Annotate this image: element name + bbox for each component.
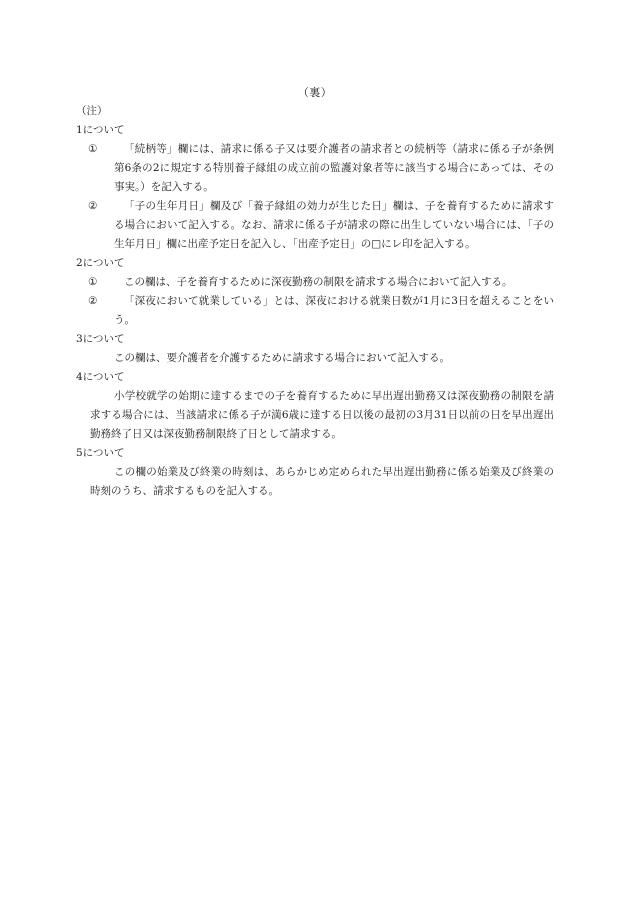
section-heading: 1について bbox=[76, 124, 125, 136]
section-paragraph: この欄は、要介護者を介護するために請求する場合において記入する。 bbox=[114, 352, 450, 364]
note-heading: （注） bbox=[76, 105, 108, 117]
item-text: 「子の生年月日」欄及び「養子縁組の効力が生じた日」欄は、子を養育するために請求する場合において記入する。なお、請求に係る子が請求の際に出生していない場合には、「子の生年月日」欄に出産予定日を記入し、「出産予定日」の□にレ印を記入する。 bbox=[114, 200, 554, 250]
section-paragraph: 小学校就学の始期に達するまでの子を養育するために早出遅出勤務又は深夜勤務の制限を請求する場合には、当該請求に係る子が満6歳に達する日以後の最初の3月31日以前の日を早出遅出勤務終了日又は深夜勤務制限終了日として請求する。 bbox=[90, 390, 554, 440]
item-number: ② bbox=[88, 295, 98, 307]
note-item bbox=[76, 197, 554, 254]
item-text: 「深夜において就業している」とは、深夜における就業日数が1月に3日を超えることをいう。 bbox=[114, 295, 554, 326]
notes-content bbox=[76, 102, 554, 501]
section-2 bbox=[76, 254, 554, 330]
item-number: ① bbox=[88, 143, 98, 155]
section-paragraph: この欄の始業及び終業の時刻は、あらかじめ定められた早出遅出勤務に係る始業及び終業の時刻のうち、請求するものを記入する。 bbox=[90, 466, 554, 497]
note-item bbox=[76, 140, 554, 197]
item-text: 「続柄等」欄には、請求に係る子又は要介護者の請求者との続柄等（請求に係る子が条例第6条の2に規定する特別養子縁組の成立前の監護対象者等に該当する場合にあっては、その事実。）を記入する。 bbox=[114, 143, 554, 193]
section-heading: 5について bbox=[76, 447, 125, 459]
section-1 bbox=[76, 121, 554, 254]
section-3 bbox=[76, 330, 554, 368]
section-heading: 4について bbox=[76, 371, 125, 383]
note-item bbox=[76, 273, 554, 292]
section-4 bbox=[76, 368, 554, 444]
section-heading: 3について bbox=[76, 333, 125, 345]
item-number: ② bbox=[88, 200, 98, 212]
section-5 bbox=[76, 444, 554, 501]
page-side-label: （裏） bbox=[297, 86, 333, 99]
item-text: この欄は、子を養育するために深夜勤務の制限を請求する場合において記入する。 bbox=[124, 276, 513, 288]
section-heading: 2について bbox=[76, 257, 125, 269]
item-number: ① bbox=[88, 276, 98, 288]
note-item bbox=[76, 292, 554, 330]
